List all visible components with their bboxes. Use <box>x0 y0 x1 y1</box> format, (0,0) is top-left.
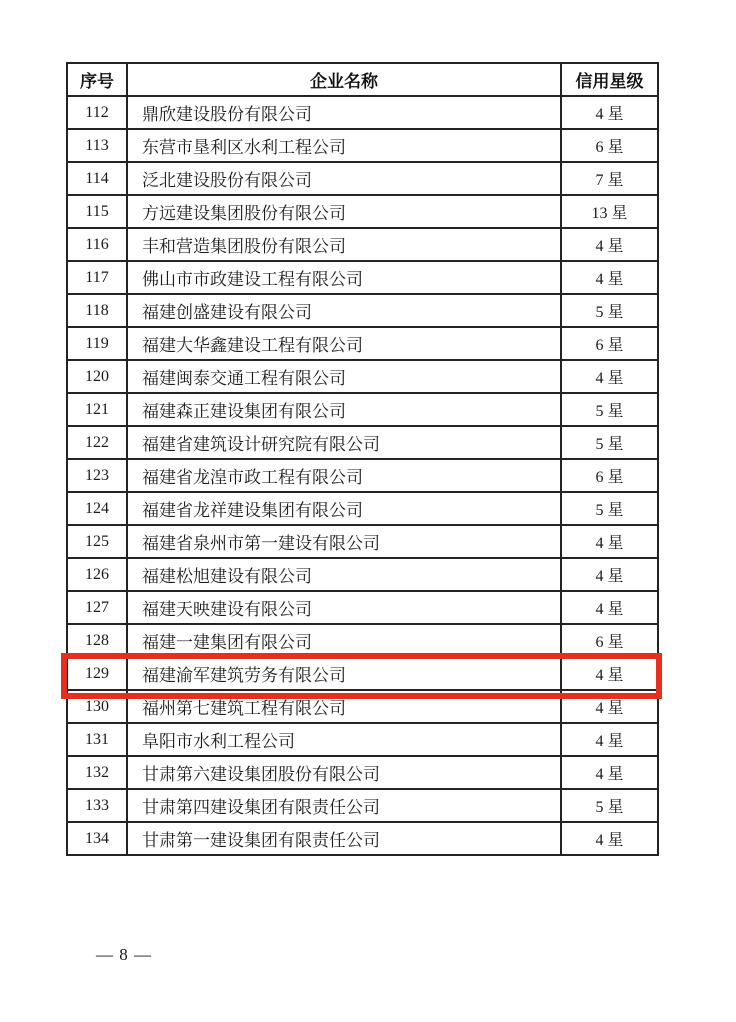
table-row <box>67 261 658 294</box>
star-rating-cell: 5 星 <box>561 789 658 822</box>
serial-cell: 127 <box>67 591 127 624</box>
table-row <box>67 558 658 591</box>
company-name-cell: 福建大华鑫建设工程有限公司 <box>127 327 561 360</box>
star-rating-cell: 4 星 <box>561 525 658 558</box>
company-name-cell: 东营市垦利区水利工程公司 <box>127 129 561 162</box>
star-rating-cell: 6 星 <box>561 624 658 657</box>
company-name-cell: 福建省龙祥建设集团有限公司 <box>127 492 561 525</box>
serial-cell: 115 <box>67 195 127 228</box>
company-name-cell: 福建省建筑设计研究院有限公司 <box>127 426 561 459</box>
table-header-row <box>67 63 658 96</box>
serial-cell: 131 <box>67 723 127 756</box>
table-row <box>67 96 658 129</box>
star-rating-cell: 4 星 <box>561 261 658 294</box>
serial-cell: 113 <box>67 129 127 162</box>
serial-cell: 124 <box>67 492 127 525</box>
table-row <box>67 327 658 360</box>
page-number: — 8 — <box>96 945 152 964</box>
table-row <box>67 228 658 261</box>
table-row <box>67 459 658 492</box>
serial-cell: 112 <box>67 96 127 129</box>
table-row <box>67 756 658 789</box>
table-row <box>67 591 658 624</box>
column-header-serial: 序号 <box>67 63 127 96</box>
star-rating-cell: 4 星 <box>561 360 658 393</box>
serial-cell: 120 <box>67 360 127 393</box>
company-name-cell: 方远建设集团股份有限公司 <box>127 195 561 228</box>
company-name-cell: 鼎欣建设股份有限公司 <box>127 96 561 129</box>
company-name-cell: 福建森正建设集团有限公司 <box>127 393 561 426</box>
serial-cell: 130 <box>67 690 127 723</box>
company-name-cell: 福建一建集团有限公司 <box>127 624 561 657</box>
table-row <box>67 822 658 855</box>
star-rating-cell: 4 星 <box>561 96 658 129</box>
serial-cell: 117 <box>67 261 127 294</box>
company-name-cell: 福建渝军建筑劳务有限公司 <box>127 657 561 690</box>
star-rating-cell: 4 星 <box>561 591 658 624</box>
credit-rating-table <box>66 62 659 856</box>
table-row <box>67 690 658 723</box>
serial-cell: 118 <box>67 294 127 327</box>
company-name-cell: 福建省龙湟市政工程有限公司 <box>127 459 561 492</box>
star-rating-cell: 5 星 <box>561 393 658 426</box>
serial-cell: 122 <box>67 426 127 459</box>
star-rating-cell: 6 星 <box>561 327 658 360</box>
star-rating-cell: 4 星 <box>561 558 658 591</box>
table-row <box>67 294 658 327</box>
company-name-cell: 丰和营造集团股份有限公司 <box>127 228 561 261</box>
star-rating-cell: 4 星 <box>561 690 658 723</box>
table-row <box>67 360 658 393</box>
column-header-company: 企业名称 <box>127 63 561 96</box>
table-row <box>67 657 658 690</box>
star-rating-cell: 4 星 <box>561 822 658 855</box>
table-row <box>67 525 658 558</box>
table-row-highlighted <box>67 624 658 657</box>
company-name-cell: 福州第七建筑工程有限公司 <box>127 690 561 723</box>
company-name-cell: 阜阳市水利工程公司 <box>127 723 561 756</box>
serial-cell: 128 <box>67 624 127 657</box>
table-row <box>67 129 658 162</box>
company-name-cell: 福建省泉州市第一建设有限公司 <box>127 525 561 558</box>
serial-cell: 119 <box>67 327 127 360</box>
table-row <box>67 426 658 459</box>
serial-cell: 123 <box>67 459 127 492</box>
table-row <box>67 723 658 756</box>
serial-cell: 126 <box>67 558 127 591</box>
star-rating-cell: 7 星 <box>561 162 658 195</box>
star-rating-cell: 4 星 <box>561 657 658 690</box>
table-row <box>67 162 658 195</box>
table-row <box>67 492 658 525</box>
company-name-cell: 福建天映建设有限公司 <box>127 591 561 624</box>
star-rating-cell: 4 星 <box>561 723 658 756</box>
table-row <box>67 789 658 822</box>
company-name-cell: 甘肃第四建设集团有限责任公司 <box>127 789 561 822</box>
company-name-cell: 福建松旭建设有限公司 <box>127 558 561 591</box>
star-rating-cell: 13 星 <box>561 195 658 228</box>
column-header-rating: 信用星级 <box>561 63 658 96</box>
star-rating-cell: 4 星 <box>561 228 658 261</box>
company-name-cell: 福建闽泰交通工程有限公司 <box>127 360 561 393</box>
star-rating-cell: 5 星 <box>561 294 658 327</box>
serial-cell: 132 <box>67 756 127 789</box>
company-name-cell: 佛山市市政建设工程有限公司 <box>127 261 561 294</box>
serial-cell: 134 <box>67 822 127 855</box>
company-name-cell: 甘肃第六建设集团股份有限公司 <box>127 756 561 789</box>
company-name-cell: 福建创盛建设有限公司 <box>127 294 561 327</box>
star-rating-cell: 5 星 <box>561 426 658 459</box>
serial-cell: 116 <box>67 228 127 261</box>
table-row <box>67 393 658 426</box>
star-rating-cell: 6 星 <box>561 459 658 492</box>
serial-cell: 133 <box>67 789 127 822</box>
star-rating-cell: 6 星 <box>561 129 658 162</box>
serial-cell: 121 <box>67 393 127 426</box>
serial-cell: 125 <box>67 525 127 558</box>
company-name-cell: 泛北建设股份有限公司 <box>127 162 561 195</box>
serial-cell: 129 <box>67 657 127 690</box>
star-rating-cell: 5 星 <box>561 492 658 525</box>
company-name-cell: 甘肃第一建设集团有限责任公司 <box>127 822 561 855</box>
serial-cell: 114 <box>67 162 127 195</box>
table-row <box>67 195 658 228</box>
star-rating-cell: 4 星 <box>561 756 658 789</box>
